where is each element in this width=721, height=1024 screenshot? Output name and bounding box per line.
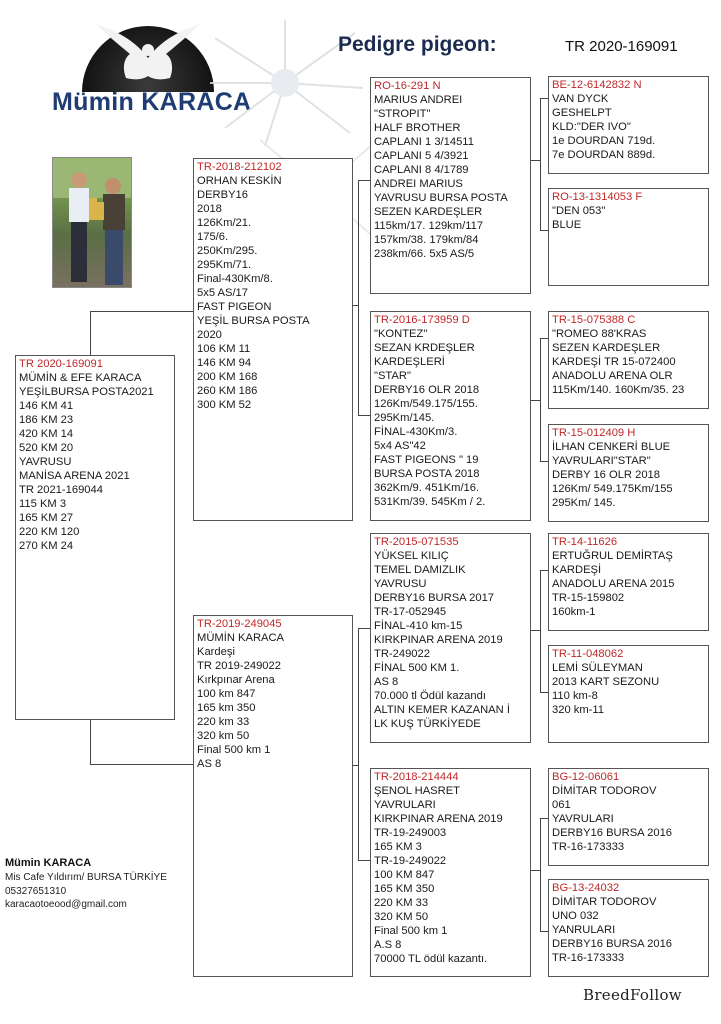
dam-dam-box [370, 768, 531, 977]
pedigree-line: Kardeşi [197, 646, 235, 658]
connector [358, 180, 370, 181]
pedigree-line: KARDEŞİ [552, 564, 602, 576]
pedigree-line: 2020 [197, 329, 222, 341]
pedigree-line: YAVRUSU BURSA POSTA [374, 192, 508, 204]
ring-number: TR-14-11626 [552, 536, 618, 548]
pedigree-line: AS 8 [197, 758, 222, 770]
breedfollow-watermark: BreedFollow [583, 986, 682, 1004]
owner-name: Mümin KARACA [5, 857, 92, 869]
dam-box [193, 615, 353, 977]
pedigree-line: FİNAL-430Km/3. [374, 426, 458, 438]
pedigree-line: 110 km-8 [552, 690, 598, 702]
pedigree-line: UNO 032 [552, 910, 599, 922]
pedigree-line: İLHAN CENKERİ BLUE [552, 441, 671, 453]
pedigree-line: Kırkpınar Arena [197, 674, 275, 686]
header-ring-number: TR 2020-169091 [565, 38, 678, 55]
pedigree-line: BLUE [552, 219, 582, 231]
connector [540, 692, 548, 693]
document-title: Pedigre pigeon: [338, 33, 497, 56]
sire-sire-sire-box [548, 76, 709, 174]
pedigree-line: 250Km/295. [197, 245, 258, 257]
pedigree-line: FİNAL 500 KM 1. [374, 662, 460, 674]
ring-number: BG-13-24032 [552, 882, 620, 894]
pedigree-line: 100 KM 847 [374, 869, 435, 881]
ring-number: TR-15-012409 H [552, 427, 636, 439]
connector [540, 338, 548, 339]
connector [90, 720, 91, 764]
pedigree-line: YANRULARI [552, 924, 616, 936]
connector [358, 628, 359, 860]
pedigree-line: KARDEŞLERİ [374, 356, 445, 368]
pedigree-line: TR 2019-249022 [197, 660, 281, 672]
pedigree-line: "DEN 053" [552, 205, 606, 217]
ring-number: TR-15-075388 C [552, 314, 636, 326]
ring-number: TR-11-048062 [552, 648, 624, 660]
pedigree-line: 70000 TL ödül kazantı. [374, 953, 488, 965]
pedigree-line: 146 KM 41 [19, 400, 74, 412]
connector [540, 931, 548, 932]
pedigree-line: Final 500 km 1 [197, 744, 271, 756]
pedigree-line: KARDEŞİ TR 15-072400 [552, 356, 676, 368]
pedigree-line: 320 KM 50 [374, 911, 429, 923]
ring-number: TR-2018-214444 [374, 771, 459, 783]
ring-number: TR-2019-249045 [197, 618, 282, 630]
pedigree-line: 295Km/145. [374, 412, 435, 424]
connector [358, 415, 370, 416]
pedigree-line: ANADOLU ARENA OLR [552, 370, 673, 382]
pedigree-line: 165 KM 350 [374, 883, 435, 895]
pedigree-line: 126Km/21. [197, 217, 252, 229]
pedigree-line: DERBY 16 OLR 2018 [552, 469, 661, 481]
pedigree-line: AS 8 [374, 676, 399, 688]
sire-dam-box [370, 311, 531, 521]
pedigree-line: 115Km/140. 160Km/35. 23 [552, 384, 685, 396]
pedigree-line: 5x4 AS"42 [374, 440, 426, 452]
pedigree-line: GESHELPT [552, 107, 612, 119]
pedigree-line: 175/6. [197, 231, 229, 243]
owner-phone: 05327651310 [5, 886, 67, 897]
pedigree-line: ANDREI MARIUS [374, 178, 463, 190]
dam-sire-dam-box [548, 645, 709, 743]
pedigree-line: ERTUĞRUL DEMİRTAŞ [552, 550, 673, 562]
pedigree-line: YEŞİL BURSA POSTA [197, 315, 310, 327]
pedigree-line: TR-249022 [374, 648, 430, 660]
pedigree-line: CAPLANI 1 3/14511 [374, 136, 474, 148]
pedigree-line: 220 KM 120 [19, 526, 80, 538]
pedigree-line: "ROMEO 88'KRAS [552, 328, 647, 340]
pedigree-line: 146 KM 94 [197, 357, 252, 369]
pedigree-line: 200 KM 168 [197, 371, 258, 383]
dam-dam-sire-box [548, 768, 709, 866]
brand-name: Mümin KARACA [52, 88, 252, 116]
connector [540, 818, 541, 931]
pedigree-line: 270 KM 24 [19, 540, 74, 552]
pedigree-line: YAVRUSU [374, 578, 427, 590]
dam-dam-dam-box [548, 879, 709, 977]
subject-pigeon-box [15, 355, 175, 720]
pedigree-line: 220 KM 33 [374, 897, 429, 909]
pedigree-line: 115km/17. 129km/117 [374, 220, 484, 232]
connector [90, 764, 193, 765]
pedigree-line: KLD:"DER IVO" [552, 121, 631, 133]
owner-photo [52, 157, 132, 288]
connector [90, 311, 193, 312]
pedigree-line: ALTIN KEMER KAZANAN İ [374, 704, 510, 716]
pedigree-line: SEZEN KARDEŞLER [552, 342, 661, 354]
pedigree-line: TR 2021-169044 [19, 484, 103, 496]
pedigree-line: YÜKSEL KILIÇ [374, 550, 449, 562]
pedigree-line: MÜMİN KARACA [197, 632, 285, 644]
connector [358, 180, 359, 415]
pedigree-line: 220 km 33 [197, 716, 250, 728]
pedigree-line: 165 KM 3 [374, 841, 422, 853]
pedigree-line: 320 km-11 [552, 704, 605, 716]
sire-sire-dam-box [548, 188, 709, 286]
pedigree-line: DERBY16 BURSA 2016 [552, 938, 673, 950]
pedigree-line: BURSA POSTA 2018 [374, 468, 480, 480]
pedigree-line: DERBY16 OLR 2018 [374, 384, 480, 396]
pedigree-line: TR-17-052945 [374, 606, 447, 618]
pedigree-line: ORHAN KESKİN [197, 175, 282, 187]
pedigree-line: MÜMİN & EFE KARACA [19, 372, 142, 384]
owner-address: Mis Cafe Yıldırım/ BURSA TÜRKİYE [5, 872, 167, 883]
ring-number: TR 2020-169091 [19, 358, 103, 370]
pedigree-line: 238km/66. 5x5 AS/5 [374, 248, 475, 260]
pedigree-line: 160km-1 [552, 606, 596, 618]
pedigree-line: 7e DOURDAN 889d. [552, 149, 656, 161]
pedigree-line: 126Km/ 549.175Km/155 [552, 483, 673, 495]
pedigree-line: TEMEL DAMIZLIK [374, 564, 466, 576]
pedigree-line: 300 KM 52 [197, 399, 252, 411]
pedigree-line: 1e DOURDAN 719d. [552, 135, 656, 147]
pedigree-line: 320 km 50 [197, 730, 250, 742]
ring-number: TR-2018-212102 [197, 161, 282, 173]
connector [540, 461, 548, 462]
pedigree-line: 126Km/549.175/155. [374, 398, 478, 410]
pedigree-line: 420 KM 14 [19, 428, 74, 440]
pedigree-line: 165 km 350 [197, 702, 256, 714]
pedigree-line: TR-19-249022 [374, 855, 447, 867]
pedigree-line: FİNAL-410 km-15 [374, 620, 463, 632]
pedigree-line: MARIUS ANDREI [374, 94, 463, 106]
pedigree-line: TR-16-173333 [552, 841, 625, 853]
connector [358, 628, 370, 629]
pedigree-line: 157km/38. 179km/84 [374, 234, 479, 246]
pedigree-line: KIRKPINAR ARENA 2019 [374, 634, 503, 646]
connector [352, 765, 359, 766]
ring-number: BG-12-06061 [552, 771, 620, 783]
pedigree-line: DİMİTAR TODOROV [552, 896, 657, 908]
pedigree-line: 115 KM 3 [19, 498, 67, 510]
pedigree-line: TR-15-159802 [552, 592, 625, 604]
pedigree-line: SEZAN KRDEŞLER [374, 342, 475, 354]
pedigree-line: DERBY16 [197, 189, 248, 201]
ring-number: RO-16-291 N [374, 80, 441, 92]
pedigree-line: CAPLANI 8 4/1789 [374, 164, 469, 176]
pedigree-line: 362Km/9. 451Km/16. [374, 482, 480, 494]
connector [531, 870, 541, 871]
pedigree-line: DERBY16 BURSA 2016 [552, 827, 673, 839]
pedigree-line: DERBY16 BURSA 2017 [374, 592, 495, 604]
pedigree-line: 165 KM 27 [19, 512, 74, 524]
sire-dam-sire-box [548, 311, 709, 409]
connector [358, 860, 370, 861]
pedigree-line: YEŞİLBURSA POSTA2021 [19, 386, 154, 398]
pedigree-line: 2018 [197, 203, 222, 215]
connector [531, 630, 541, 631]
sire-box [193, 158, 353, 521]
connector [540, 230, 548, 231]
connector [540, 570, 541, 692]
owner-email: karacaotoeood@gmail.com [5, 899, 127, 910]
pedigree-line: Final-430Km/8. [197, 273, 273, 285]
pedigree-line: "STROPIT" [374, 108, 431, 120]
sire-sire-box [370, 77, 531, 294]
ring-number: TR-2015-071535 [374, 536, 459, 548]
pedigree-line: YAVRUSU [19, 456, 72, 468]
pedigree-line: YAVRULARI"STAR" [552, 455, 651, 467]
dam-sire-sire-box [548, 533, 709, 631]
pedigree-line: 100 km 847 [197, 688, 256, 700]
pedigree-line: ŞENOL HASRET [374, 785, 460, 797]
pedigree-line: 2013 KART SEZONU [552, 676, 660, 688]
logo [78, 18, 218, 90]
pedigree-line: YAVRULARI [374, 799, 436, 811]
pedigree-line: 5x5 AS/17 [197, 287, 249, 299]
pedigree-line: 106 KM 11 [197, 343, 251, 355]
pedigree-line: "KONTEZ" [374, 328, 428, 340]
pedigree-line: KIRKPINAR ARENA 2019 [374, 813, 503, 825]
pedigree-line: CAPLANI 5 4/3921 [374, 150, 469, 162]
connector [540, 98, 548, 99]
pedigree-line: LK KUŞ TÜRKİYEDE [374, 718, 481, 730]
pedigree-line: Final 500 km 1 [374, 925, 448, 937]
ring-number: TR-2016-173959 D [374, 314, 470, 326]
pedigree-line: HALF BROTHER [374, 122, 461, 134]
pedigree-line: 531Km/39. 545Km / 2. [374, 496, 486, 508]
pedigree-line: TR-16-173333 [552, 952, 625, 964]
pedigree-line: 061 [552, 799, 571, 811]
pedigree-line: 186 KM 23 [19, 414, 74, 426]
pedigree-line: 70.000 tl Ödül kazandı [374, 690, 486, 702]
connector [90, 311, 91, 355]
pedigree-line: 295Km/ 145. [552, 497, 616, 509]
pedigree-line: DİMİTAR TODOROV [552, 785, 657, 797]
pedigree-line: FAST PIGEONS " 19 [374, 454, 479, 466]
connector [540, 570, 548, 571]
pedigree-line: ANADOLU ARENA 2015 [552, 578, 675, 590]
connector [531, 160, 541, 161]
pedigree-line: "STAR" [374, 370, 411, 382]
pedigree-line: 260 KM 186 [197, 385, 258, 397]
connector [352, 305, 359, 306]
sire-dam-dam-box [548, 424, 709, 522]
connector [540, 818, 548, 819]
connector [531, 400, 541, 401]
pedigree-line: FAST PIGEON [197, 301, 272, 313]
pedigree-line: A.S 8 [374, 939, 402, 951]
pedigree-line: SEZEN KARDEŞLER [374, 206, 483, 218]
pedigree-line: YAVRULARI [552, 813, 614, 825]
pedigree-line: VAN DYCK [552, 93, 609, 105]
pedigree-line: 520 KM 20 [19, 442, 74, 454]
pedigree-line: TR-19-249003 [374, 827, 447, 839]
connector [540, 98, 541, 230]
pedigree-line: MANİSA ARENA 2021 [19, 470, 130, 482]
ring-number: RO-13-1314053 F [552, 191, 643, 203]
pedigree-line: LEMİ SÜLEYMAN [552, 662, 643, 674]
pedigree-line: 295Km/71. [197, 259, 252, 271]
dam-sire-box [370, 533, 531, 743]
ring-number: BE-12-6142832 N [552, 79, 642, 91]
